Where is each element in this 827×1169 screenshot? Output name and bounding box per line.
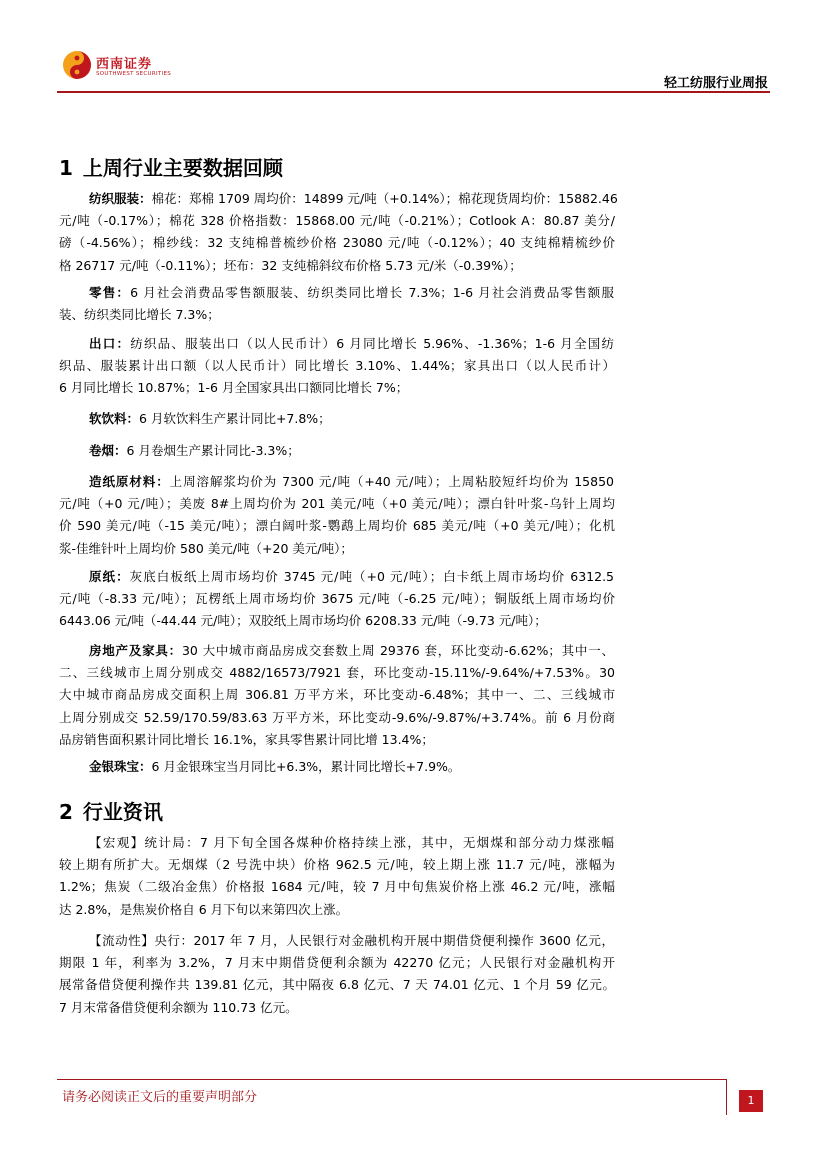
paragraph-line: 纺织服装：棉花：郑棉 1709 周均价：14899 元/吨（+0.14%）；棉花现货周均价：15882.46 [89,191,618,206]
paragraph-label: 【流动性】 [89,933,155,948]
paragraph-line: 元/吨（+0 元/吨）；美废 8#上周均价为 201 美元/吨（+0 美元/吨）；漂白针叶浆-乌针上周均 [59,496,615,511]
paragraph-label: 出口： [89,336,131,351]
paragraph-liquidity [89,930,614,952]
paragraph-line: 造纸原材料：上周溶解浆均价为 7300 元/吨（+40 元/吨）；上周粘胶短纤均价为 15850 [89,474,614,489]
paragraph-pulp [89,471,614,493]
paragraph-line: 金银珠宝：6 月金银珠宝当月同比+6.3%，累计同比增长+7.9%。 [89,759,461,774]
footer-divider-vertical [726,1079,727,1115]
paragraph-retail-cont [59,304,615,326]
paragraph-paper-cont [59,588,615,633]
paragraph-label: 零售： [89,285,131,300]
paragraph-line: 元/吨（-0.17%）；棉花 328 价格指数：15868.00 元/吨（-0.21%）；Cotlook A：80.87 美分/ [59,213,615,228]
paragraph-line: 装、纺织类同比增长 7.3%； [59,307,220,322]
paragraph-line: 元/吨（-8.33 元/吨）；瓦楞纸上周市场均价 3675 元/吨（-6.25 元/吨）；铜版纸上周市场均价 [59,591,615,606]
section-heading-2 [59,796,163,825]
paragraph-textile-cont [59,210,615,277]
page-number: 1 [739,1090,763,1112]
paragraph-export [89,333,614,355]
paragraph-label: 造纸原材料： [89,474,170,489]
paragraph-line: 房地产及家具：30 大中城市商品房成交套数上周 29376 套，环比变动-6.62%；其中一、 [89,643,614,658]
paragraph-textile [89,188,618,210]
paragraph-retail [89,282,614,304]
logo-emblem-icon [62,50,92,80]
paragraph-line: 出口：纺织品、服装出口（以人民币计）6 月同比增长 5.96%、-1.36%；1-6 月全国纺 [89,336,614,351]
section-title: 行业资讯 [82,800,163,824]
paragraph-line: 原纸：灰底白板纸上周市场均价 3745 元/吨（+0 元/吨）；白卡纸上周市场均价 6312.5 [89,569,614,584]
paragraph-line: 较上期有所扩大。无烟煤（2 号洗中块）价格 962.5 元/吨，较上期上涨 11.7 元/吨，涨幅为 [59,857,615,872]
section-number: 2 [59,800,73,824]
section-heading-1 [59,152,283,181]
paragraph-line: 6 月同比增长 10.87%；1-6 月全国家具出口额同比增长 7%； [59,380,409,396]
paragraph-label: 金银珠宝： [89,759,152,774]
paragraph-line: 浆-佳维针叶上周均价 580 美元/吨（+20 美元/吨）； [59,540,353,556]
paragraph-line: 价 590 美元/吨（-15 美元/吨）；漂白阔叶浆-鹦鹉上周均价 685 美元/吨（+0 美元/吨）；化机 [59,518,615,534]
paragraph-line: 二、三线城市上周分别成交 4882/16573/7921 套，环比变动-15.11%/-9.64%/+7.53%。30 [59,665,615,680]
paragraph-line: 卷烟：6 月卷烟生产累计同比-3.3%； [89,443,300,458]
brand-logo [62,50,192,84]
paragraph-tobacco [89,440,614,462]
paragraph-label: 软饮料： [89,411,140,426]
paragraph-macro-cont [59,854,615,921]
paragraph-jewelry [89,756,614,778]
paragraph-label: 卷烟： [89,443,127,458]
paragraph-line: 大中城市商品房成交面积上周 306.81 万平方米，环比变动-6.48%；其中一、二、三线城市 [59,687,615,703]
paragraph-line: 【流动性】央行：2017 年 7 月，人民银行对金融机构开展中期借贷便利操作 3600 亿元， [89,933,614,948]
paragraph-line: 格 26717 元/吨（-0.11%）；坯布：32 支纯棉斜纹布价格 5.73 元/米（-0.39%）； [59,257,522,273]
paragraph-line: 展常备借贷便利操作共 139.81 亿元，其中隔夜 6.8 亿元、7 天 74.01 亿元、1 个月 59 亿元。 [59,977,615,993]
paragraph-line: 1.2%；焦炭（二级冶金焦）价格报 1684 元/吨，较 7 月中旬焦炭价格上涨 46.2 元/吨，涨幅 [59,879,615,895]
paragraph-line: 7 月末常备借贷便利余额为 110.73 亿元。 [59,999,298,1015]
footer-divider [57,1079,727,1080]
section-number: 1 [59,156,73,180]
paragraph-label: 原纸： [89,569,130,584]
footer-disclaimer: 请务必阅读正文后的重要声明部分 [62,1090,258,1105]
paragraph-macro [89,832,614,854]
paragraph-export-cont [59,355,615,400]
report-title: 轻工纺服行业周报 [663,76,768,91]
paragraph-line: 达 2.8%，是焦炭价格自 6 月下旬以来第四次上涨。 [59,901,349,917]
paragraph-label: 纺织服装： [89,191,152,206]
paragraph-line: 织品、服装累计出口额（以人民币计）同比增长 3.10%、1.44%；家具出口（以人民币计） [59,358,615,373]
paragraph-label: 【宏观】 [89,835,145,850]
paragraph-line: 6443.06 元/吨（-44.44 元/吨）；双胶纸上周市场均价 6208.33 元/吨（-9.73 元/吨）； [59,613,547,629]
paragraph-line: 零售：6 月社会消费品零售额服装、纺织类同比增长 7.3%；1-6 月社会消费品零售额服 [89,285,614,300]
paragraph-pulp-cont [59,493,615,560]
paragraph-line: 软饮料：6 月软饮料生产累计同比+7.8%； [89,411,331,426]
header-divider [57,91,770,93]
paragraph-line: 上周分别成交 52.59/170.59/83.63 万平方米，环比变动-9.6%/-9.87%/+3.74%。前 6 月份商 [59,709,615,725]
paragraph-realestate-cont [59,662,615,752]
paragraph-softdrink [89,408,614,430]
section-title: 上周行业主要数据回顾 [82,156,283,180]
paragraph-paper [89,566,614,588]
brand-name-cn: 西南证券 [96,57,153,72]
paragraph-liquidity-cont [59,952,615,1019]
paragraph-line: 磅（-4.56%）；棉纱线：32 支纯棉普梳纱价格 23080 元/吨（-0.12%）；40 支纯棉精梳纱价 [59,235,615,251]
paragraph-realestate [89,640,614,662]
paragraph-label: 房地产及家具： [89,643,182,658]
brand-name-en: SOUTHWEST SECURITIES [96,71,172,77]
paragraph-line: 品房销售面积累计同比增长 16.1%，家具零售累计同比增 13.4%； [59,732,434,748]
paragraph-line: 【宏观】统计局：7 月下旬全国各煤种价格持续上涨，其中，无烟煤和部分动力煤涨幅 [89,835,614,850]
paragraph-line: 期限 1 年，利率为 3.2%，7 月末中期借贷便利余额为 42270 亿元；人民银行对金融机构开 [59,955,615,970]
